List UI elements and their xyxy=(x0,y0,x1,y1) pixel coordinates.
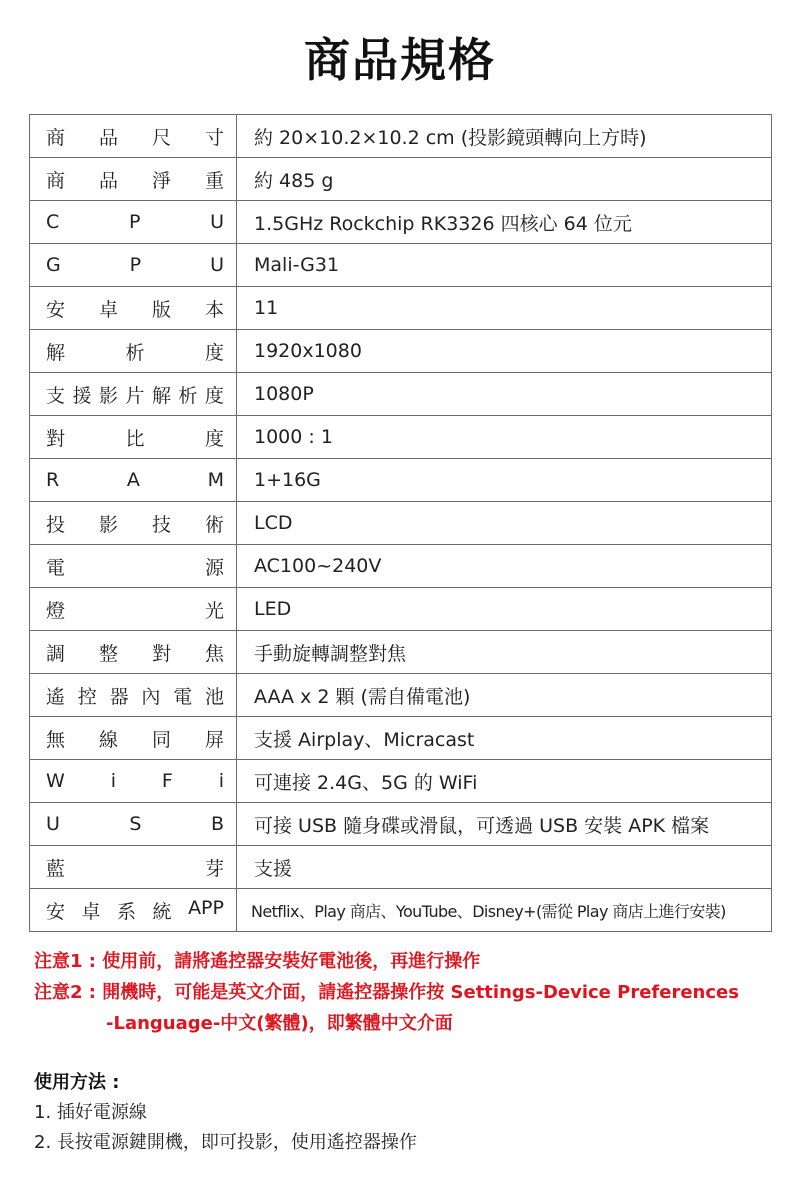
spec-row xyxy=(30,760,772,803)
spec-row xyxy=(30,244,772,287)
spec-label xyxy=(30,115,237,158)
spec-value: 支援 Airplay、Micracast xyxy=(237,717,772,760)
usage-step: 2. 長按電源鍵開機，即可投影，使用遙控器操作 xyxy=(34,1132,417,1153)
spec-row xyxy=(30,330,772,373)
spec-value: 約 20×10.2×10.2 cm (投影鏡頭轉向上方時) xyxy=(237,115,772,158)
spec-value: 可接 USB 隨身碟或滑鼠，可透過 USB 安裝 APK 檔案 xyxy=(237,803,772,846)
spec-label xyxy=(30,416,237,459)
spec-value: AAA x 2 顆 (需自備電池) xyxy=(237,674,772,717)
spec-value: 支援 xyxy=(237,846,772,889)
spec-label xyxy=(30,846,237,889)
spec-row xyxy=(30,416,772,459)
spec-value: 1080P xyxy=(237,373,772,416)
spec-table xyxy=(29,114,772,932)
spec-label-text: G P U xyxy=(46,254,224,276)
spec-label-text: 安 卓 版 本 xyxy=(46,298,224,321)
spec-row xyxy=(30,287,772,330)
spec-row xyxy=(30,115,772,158)
spec-label xyxy=(30,244,237,287)
spec-label-text: 遙 控 器 內 電 池 xyxy=(46,685,224,708)
spec-label-text: 投 影 技 術 xyxy=(46,513,224,536)
spec-label xyxy=(30,459,237,502)
spec-value: 約 485 g xyxy=(237,158,772,201)
spec-label-text: R A M xyxy=(46,469,224,491)
spec-label-text: C P U xyxy=(46,211,224,233)
spec-label xyxy=(30,760,237,803)
spec-label-text: U S B xyxy=(46,813,224,835)
spec-value: 1920x1080 xyxy=(237,330,772,373)
spec-label xyxy=(30,502,237,545)
spec-label-text: 燈 光 xyxy=(46,599,224,622)
spec-label xyxy=(30,545,237,588)
spec-value: AC100~240V xyxy=(237,545,772,588)
spec-row xyxy=(30,674,772,717)
spec-value: Netflix、Play 商店、YouTube、Disney+(需從 Play 商店上進行安裝) xyxy=(237,889,772,932)
note-1: 注意1 : 使用前，請將遙控器安裝好電池後，再進行操作 xyxy=(34,951,481,972)
spec-row xyxy=(30,717,772,760)
spec-row xyxy=(30,889,772,932)
spec-label-text: 商 品 尺 寸 xyxy=(46,126,224,149)
spec-label-text: 調 整 對 焦 xyxy=(46,642,224,665)
spec-value: 1+16G xyxy=(237,459,772,502)
spec-label xyxy=(30,674,237,717)
spec-label-text: 對 比 度 xyxy=(46,427,224,450)
spec-label xyxy=(30,330,237,373)
spec-label xyxy=(30,588,237,631)
spec-value: 可連接 2.4G、5G 的 WiFi xyxy=(237,760,772,803)
spec-label-text: 支 援 影 片 解 析 度 xyxy=(46,384,224,407)
spec-label-text: 電 源 xyxy=(46,556,224,579)
spec-value: LCD xyxy=(237,502,772,545)
spec-value: 1000 : 1 xyxy=(237,416,772,459)
note-2-continued: -Language-中文(繁體)，即繁體中文介面 xyxy=(106,1013,453,1034)
spec-value: LED xyxy=(237,588,772,631)
spec-label-text: 藍 芽 xyxy=(46,857,224,880)
usage-section xyxy=(34,1068,774,1158)
page-title: 商品規格 xyxy=(304,33,496,87)
note-2: 注意2 : 開機時，可能是英文介面，請遙控器操作按 Settings-Device Preferences xyxy=(34,982,739,1003)
spec-row xyxy=(30,846,772,889)
spec-label-text: 解 析 度 xyxy=(46,341,224,364)
spec-label xyxy=(30,889,237,932)
spec-label-text: 安 卓 系 統 APP xyxy=(46,896,224,923)
spec-label-text: 無 線 同 屏 xyxy=(46,728,224,751)
spec-row xyxy=(30,588,772,631)
usage-title: 使用方法 : xyxy=(34,1072,120,1093)
spec-value: 1.5GHz Rockchip RK3326 四核心 64 位元 xyxy=(237,201,772,244)
spec-row xyxy=(30,158,772,201)
usage-step: 1. 插好電源線 xyxy=(34,1102,147,1123)
spec-row xyxy=(30,373,772,416)
spec-label xyxy=(30,803,237,846)
spec-row xyxy=(30,631,772,674)
spec-row xyxy=(30,545,772,588)
spec-label xyxy=(30,287,237,330)
spec-label xyxy=(30,631,237,674)
spec-row xyxy=(30,803,772,846)
spec-value: Mali-G31 xyxy=(237,244,772,287)
spec-label xyxy=(30,201,237,244)
spec-label xyxy=(30,373,237,416)
spec-row xyxy=(30,201,772,244)
spec-row xyxy=(30,502,772,545)
spec-row xyxy=(30,459,772,502)
spec-value: 手動旋轉調整對焦 xyxy=(237,631,772,674)
spec-label-text: W i F i xyxy=(46,770,224,792)
spec-value: 11 xyxy=(237,287,772,330)
spec-label xyxy=(30,158,237,201)
spec-label-text: 商 品 淨 重 xyxy=(46,169,224,192)
notes-section xyxy=(34,946,774,1039)
spec-label xyxy=(30,717,237,760)
